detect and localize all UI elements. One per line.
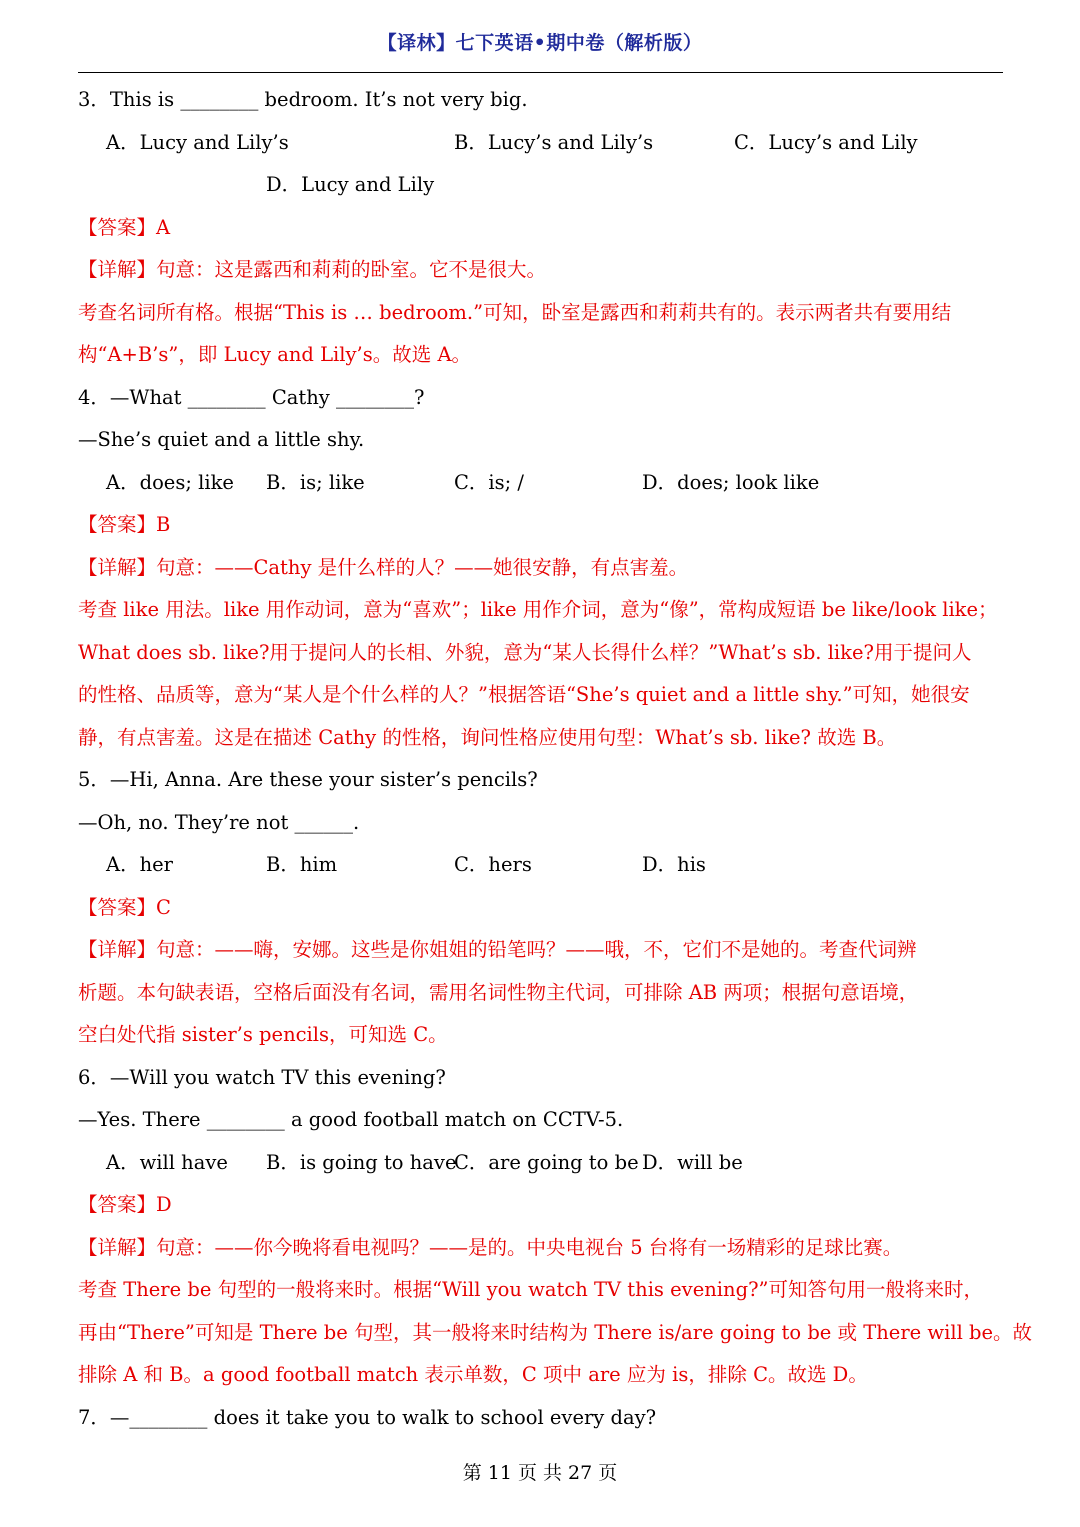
q5-option-b: B．him <box>266 853 338 876</box>
q3-answer: 【答案】A <box>78 215 171 239</box>
q3-option-b: B．Lucy’s and Lily’s <box>454 130 654 154</box>
q3-option-c: C．Lucy’s and Lily <box>734 130 918 154</box>
q3-options-row-2 <box>78 167 1003 210</box>
q5-reply: —Oh, no. They’re not ______. <box>78 810 360 834</box>
q5-options-row <box>78 847 1003 890</box>
q5-option-c: C．hers <box>454 853 532 876</box>
q4-explain-line: 考查 like 用法。like 用作动词，意为“喜欢”；like 用作介词，意为“像”，常构成短语 be like/look like； <box>78 598 998 621</box>
q6-explain-line: 考查 There be 句型的一般将来时。根据“Will you watch TV this evening?”可知答句用一般将来时， <box>78 1278 983 1301</box>
q3-explain-line: 【详解】句意：这是露西和莉莉的卧室。它不是很大。 <box>78 258 547 281</box>
page-header-title: 【译林】七下英语•期中卷（解析版） <box>377 32 703 54</box>
q4-stem: 4．—What ________ Cathy ________? <box>78 385 425 409</box>
q6-option-c: C．are going to be <box>454 1150 639 1174</box>
q6-option-b: B．is going to have <box>266 1150 457 1174</box>
q6-explain-line: 【详解】句意：——你今晚将看电视吗？——是的。中央电视台 5 台将有一场精彩的足球比赛。 <box>78 1235 903 1259</box>
q4-option-a: A．does; like <box>106 470 234 494</box>
page-content <box>78 82 1033 1442</box>
q6-option-d: D．will be <box>642 1150 743 1174</box>
q6-explain-line: 排除 A 和 B。a good football match 表示单数，C 项中 are 应为 is，排除 C。故选 D。 <box>78 1363 868 1386</box>
q5-option-d: D．his <box>642 853 706 876</box>
q5-stem: 5．—Hi, Anna. Are these your sister’s pencils? <box>78 768 538 791</box>
q3-stem: 3．This is ________ bedroom. It’s not very big. <box>78 88 528 111</box>
q7-stem: 7．—________ does it take you to walk to school every day? <box>78 1405 657 1429</box>
q5-option-a: A．her <box>106 853 174 876</box>
q3-explain-line: 构“A+B’s”，即 Lucy and Lily’s。故选 A。 <box>78 343 472 366</box>
q5-answer: 【答案】C <box>78 895 171 919</box>
q6-explain-line: 再由“There”可知是 There be 句型，其一般将来时结构为 There is/are going to be 或 There will be。故 <box>78 1320 1033 1344</box>
q5-explain-line: 空白处代指 sister’s pencils，可知选 C。 <box>78 1023 448 1046</box>
q6-options-row <box>78 1145 1003 1188</box>
q3-option-a: A．Lucy and Lily’s <box>106 130 289 154</box>
q4-option-b: B．is; like <box>266 470 365 494</box>
page-number: 第 11 页 共 27 页 <box>462 1462 618 1484</box>
q6-stem: 6．—Will you watch TV this evening? <box>78 1065 446 1089</box>
q4-explain-line: 的性格、品质等，意为“某人是个什么样的人？”根据答语“She’s quiet and a little shy.”可知，她很安 <box>78 683 970 706</box>
q4-options-row <box>78 465 1003 508</box>
q3-options-row-1 <box>78 125 1003 168</box>
q3-option-d: D．Lucy and Lily <box>266 173 435 196</box>
q6-option-a: A．will have <box>106 1150 228 1174</box>
q6-answer: 【答案】D <box>78 1193 172 1216</box>
q4-answer: 【答案】B <box>78 513 171 536</box>
q5-explain-line: 析题。本句缺表语，空格后面没有名词，需用名词性物主代词，可排除 AB 两项；根据句意语境， <box>78 980 919 1004</box>
q6-reply: —Yes. There ________ a good football match on CCTV-5. <box>78 1108 624 1131</box>
q4-explain-line: 静，有点害羞。这是在描述 Cathy 的性格，询问性格应使用句型：What’s sb. like? 故选 B。 <box>78 725 897 749</box>
q4-reply: —She’s quiet and a little shy. <box>78 428 365 451</box>
q3-explain-line: 考查名词所有格。根据“This is … bedroom.”可知，卧室是露西和莉莉共有的。表示两者共有要用结 <box>78 300 952 324</box>
q4-option-c: C．is; / <box>454 470 525 494</box>
q4-explain-line: 【详解】句意：——Cathy 是什么样的人？——她很安静，有点害羞。 <box>78 555 689 579</box>
q4-explain-line: What does sb. like?用于提问人的长相、外貌，意为“某人长得什么样？”What’s sb. like?用于提问人 <box>78 640 972 664</box>
q5-explain-line: 【详解】句意：——嗨，安娜。这些是你姐姐的铅笔吗？——哦，不，它们不是她的。考查代词辨 <box>78 938 917 961</box>
header-divider <box>78 72 1003 73</box>
q4-option-d: D．does; look like <box>642 470 820 494</box>
